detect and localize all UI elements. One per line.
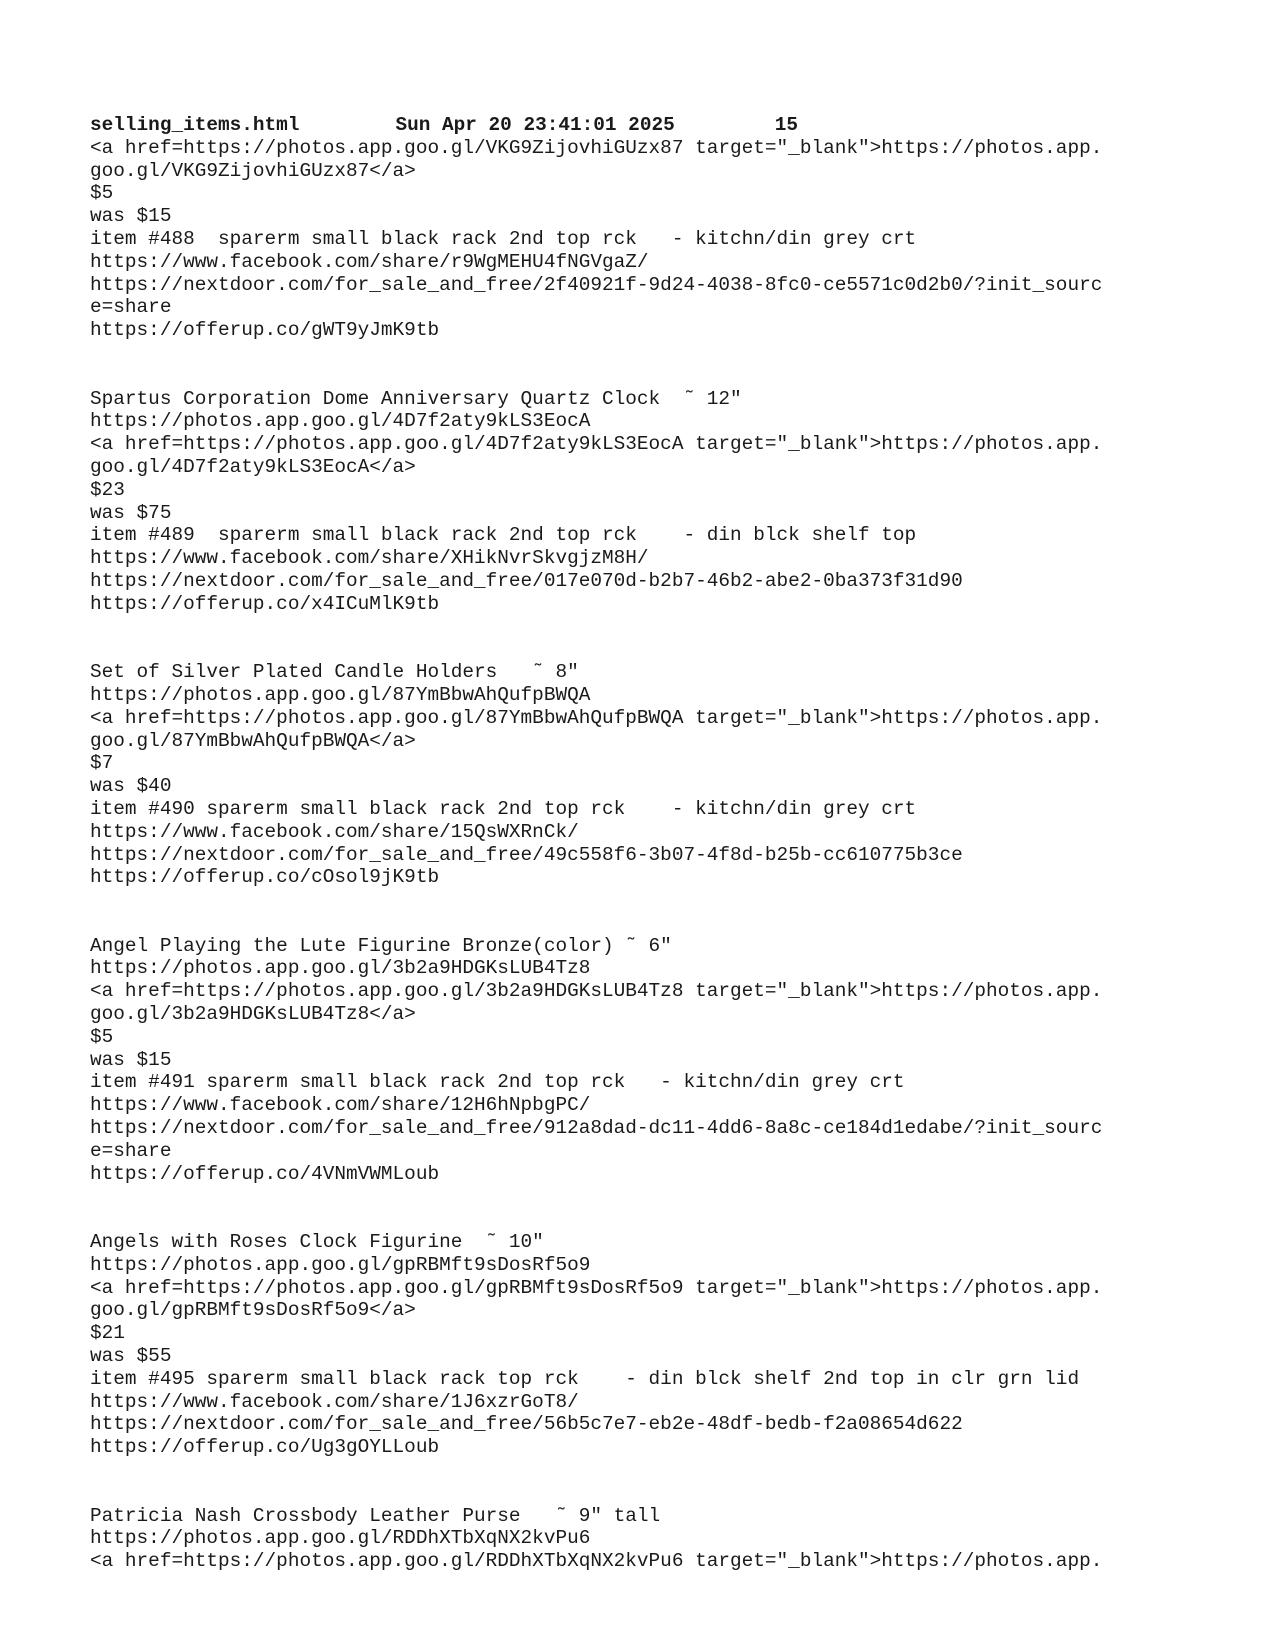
text-line: https://photos.app.goo.gl/gpRBMft9sDosRf5o9 [90, 1253, 591, 1276]
header-page-number: 15 [774, 114, 799, 136]
text-line: was $15 [90, 205, 172, 228]
text-line: goo.gl/gpRBMft9sDosRf5o9</a> [90, 1299, 416, 1322]
text-line: goo.gl/VKG9ZijovhiGUzx87</a> [90, 159, 416, 182]
text-line: <a href=https://photos.app.goo.gl/4D7f2aty9kLS3EocA target="_blank">https://photos.app. [90, 433, 1103, 456]
listing-block [90, 388, 1210, 616]
listing-block [90, 137, 1210, 342]
text-line: https://photos.app.goo.gl/RDDhXTbXqNX2kvPu6 [90, 1527, 591, 1550]
text-line: $21 [90, 1322, 125, 1345]
text-line: item #489 sparerm small black rack 2nd top rck - din blck shelf top [90, 524, 917, 547]
text-line: goo.gl/3b2a9HDGKsLUB4Tz8</a> [90, 1003, 416, 1026]
listing-block [90, 935, 1210, 1186]
text-line: $23 [90, 478, 125, 501]
header-date: Sun Apr 20 23:41:01 2025 [395, 114, 675, 136]
text-line: goo.gl/4D7f2aty9kLS3EocA</a> [90, 455, 416, 478]
text-line: item #495 sparerm small black rack top rck - din blck shelf 2nd top in clr grn lid [90, 1367, 1080, 1390]
text-line: Angels with Roses Clock Figurine ˜ 10" [90, 1231, 544, 1254]
text-line: e=share [90, 1139, 172, 1162]
text-line: https://www.facebook.com/share/XHikNvrSkvgjzM8H/ [90, 547, 649, 570]
listing-block [90, 1231, 1210, 1459]
text-line: was $40 [90, 775, 172, 798]
text-line: https://nextdoor.com/for_sale_and_free/912a8dad-dc11-4dd6-8a8c-ce184d1edabe/?init_sourc [90, 1117, 1103, 1140]
text-line: e=share [90, 296, 172, 319]
text-line: Angel Playing the Lute Figurine Bronze(color) ˜ 6" [90, 934, 672, 957]
text-line: $5 [90, 182, 114, 205]
text-line: Spartus Corporation Dome Anniversary Quartz Clock ˜ 12" [90, 387, 742, 410]
text-line: https://www.facebook.com/share/15QsWXRnCk/ [90, 820, 579, 843]
text-line: https://photos.app.goo.gl/87YmBbwAhQufpBWQA [90, 683, 591, 706]
text-line: https://nextdoor.com/for_sale_and_free/49c558f6-3b07-4f8d-b25b-cc610775b3ce [90, 843, 963, 866]
block-spacer [90, 1459, 1210, 1505]
text-line: https://offerup.co/Ug3gOYLLoub [90, 1436, 440, 1459]
text-line: was $75 [90, 501, 172, 524]
text-line: https://nextdoor.com/for_sale_and_free/017e070d-b2b7-46b2-abe2-0ba373f31d90 [90, 569, 963, 592]
block-spacer [90, 1185, 1210, 1231]
text-line: https://nextdoor.com/for_sale_and_free/56b5c7e7-eb2e-48df-bedb-f2a08654d622 [90, 1413, 963, 1436]
text-line: Set of Silver Plated Candle Holders ˜ 8" [90, 661, 579, 684]
text-line: https://offerup.co/x4ICuMlK9tb [90, 592, 440, 615]
text-line: <a href=https://photos.app.goo.gl/3b2a9HDGKsLUB4Tz8 target="_blank">https://photos.app. [90, 980, 1103, 1003]
text-line: $5 [90, 1025, 114, 1048]
block-spacer [90, 616, 1210, 662]
block-spacer [90, 342, 1210, 388]
text-line: https://nextdoor.com/for_sale_and_free/2f40921f-9d24-4038-8fc0-ce5571c0d2b0/?init_sourc [90, 273, 1103, 296]
text-line: was $55 [90, 1345, 172, 1368]
text-line: goo.gl/87YmBbwAhQufpBWQA</a> [90, 729, 416, 752]
text-line: https://photos.app.goo.gl/4D7f2aty9kLS3EocA [90, 410, 591, 433]
listing-block [90, 661, 1210, 889]
text-line: item #491 sparerm small black rack 2nd top rck - kitchn/din grey crt [90, 1071, 905, 1094]
text-line: <a href=https://photos.app.goo.gl/VKG9ZijovhiGUzx87 target="_blank">https://photos.app. [90, 136, 1103, 159]
text-line: https://offerup.co/gWT9yJmK9tb [90, 319, 440, 342]
block-spacer [90, 889, 1210, 935]
text-line: https://www.facebook.com/share/1J6xzrGoT8/ [90, 1390, 579, 1413]
text-line: $7 [90, 752, 114, 775]
text-line: https://www.facebook.com/share/r9WgMEHU4fNGVgaZ/ [90, 250, 649, 273]
listing-block [90, 1505, 1210, 1573]
text-line: Patricia Nash Crossbody Leather Purse ˜ 9" tall [90, 1504, 661, 1527]
text-line: was $15 [90, 1048, 172, 1071]
document-page [90, 114, 1210, 1573]
text-line: item #490 sparerm small black rack 2nd top rck - kitchn/din grey crt [90, 797, 917, 820]
text-line: https://www.facebook.com/share/12H6hNpbgPC/ [90, 1094, 591, 1117]
text-line: item #488 sparerm small black rack 2nd top rck - kitchn/din grey crt [90, 227, 917, 250]
print-header [90, 114, 1210, 137]
header-filename: selling_items.html [90, 114, 300, 136]
text-line: https://offerup.co/4VNmVWMLoub [90, 1162, 440, 1185]
text-line: https://photos.app.goo.gl/3b2a9HDGKsLUB4Tz8 [90, 957, 591, 980]
document-content [90, 137, 1210, 1573]
text-line: https://offerup.co/cOsol9jK9tb [90, 866, 440, 889]
text-line: <a href=https://photos.app.goo.gl/gpRBMft9sDosRf5o9 target="_blank">https://photos.app. [90, 1276, 1103, 1299]
text-line: <a href=https://photos.app.goo.gl/87YmBbwAhQufpBWQA target="_blank">https://photos.app. [90, 706, 1103, 729]
text-line: <a href=https://photos.app.goo.gl/RDDhXTbXqNX2kvPu6 target="_blank">https://photos.app. [90, 1550, 1103, 1573]
